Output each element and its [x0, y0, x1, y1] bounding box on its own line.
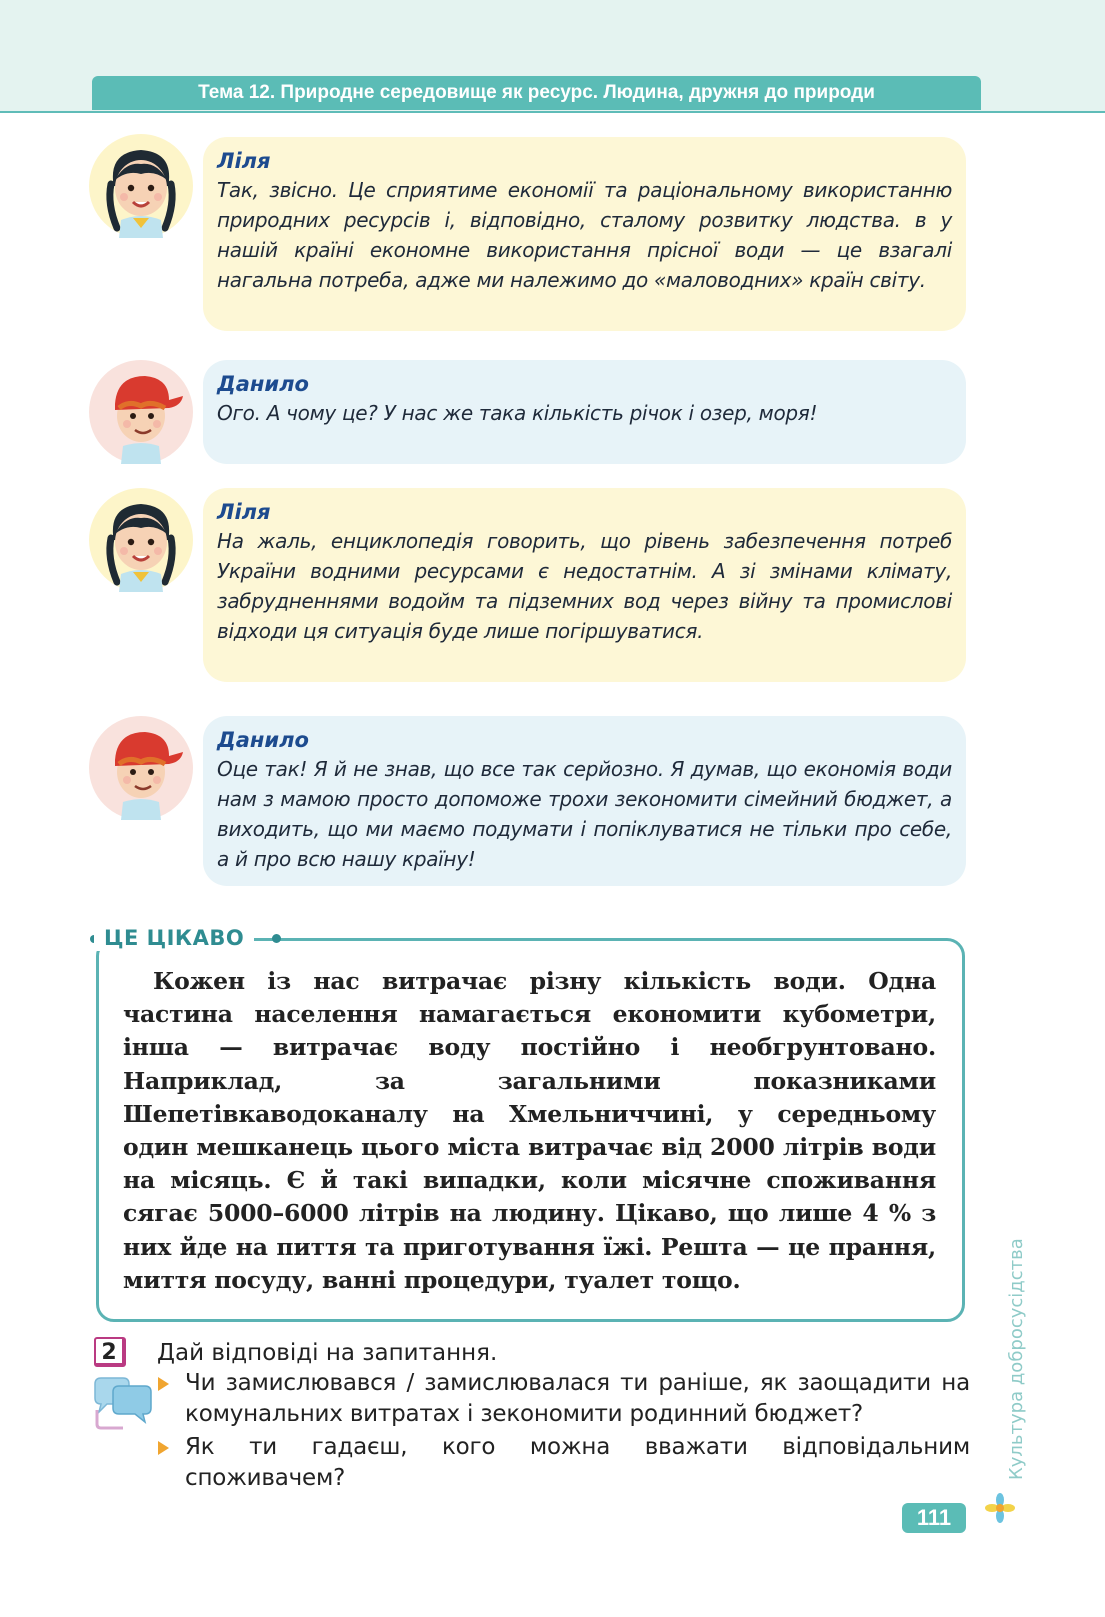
- speech-text: Оце так! Я й не знав, що все так серйозно. Я думав, що економія води нам з мамою просто допоможе трохи зекономити сімейний бюджет, а виходить, що ми маємо подумати і попіклуватися не тільки про себе, а й про всю нашу країну!: [217, 757, 952, 871]
- speaker-name: Ліля: [217, 149, 271, 173]
- speech-text: На жаль, енциклопедія говорить, що рівень забезпечення потреб України водними ресурсами є недостатнім. А зі змінами клімату, забрудненнями водойм та підземних вод через війну та промислові відходи ця ситуація буде лише погіршуватися.: [217, 529, 952, 643]
- fact-label-line-end: [272, 934, 281, 943]
- speech-text: Ого. А чому це? У нас же така кількість річок і озер, моря!: [217, 401, 818, 425]
- fact-box: [96, 938, 965, 1322]
- bullet-arrow-icon: [158, 1441, 169, 1455]
- task-intro: Дай відповіді на запитання.: [157, 1340, 498, 1366]
- page-number: 111: [902, 1503, 966, 1533]
- speech-text: Так, звісно. Це сприятиме економії та раціональному використанню природних ресурсів і, відповідно, сталому розвитку людства. в у нашій країні економне використання прісної води — це взагалі нагальна потреба, адже ми належимо до «маловодних» країн світу.: [217, 178, 952, 292]
- question-item: Як ти гадаєш, кого можна вважати відповідальним споживачем?: [185, 1434, 970, 1491]
- fact-label: ЦЕ ЦІКАВО: [94, 925, 254, 951]
- danylo-speech-bubble: [203, 716, 966, 886]
- lilia-avatar: [89, 488, 193, 592]
- speaker-name: Ліля: [217, 500, 271, 524]
- topic-header: Тема 12. Природне середовище як ресурс. Людина, дружня до природи: [92, 76, 981, 110]
- lilia-speech-bubble: [203, 137, 966, 331]
- question-item: Чи замислювався / замислювалася ти раніше, як заощадити на комунальних витратах і зекономити родинний бюджет?: [185, 1370, 970, 1427]
- lilia-speech-bubble: [203, 488, 966, 682]
- danylo-speech-bubble: [203, 360, 966, 464]
- task-number: 2: [94, 1337, 126, 1367]
- bullet-arrow-icon: [158, 1377, 169, 1391]
- fact-text: Кожен із нас витрачає різну кількість води. Одна частина населення намагається економити кубометри, інша — витрачає воду постійно і необгрунтовано. Наприклад, за загальними показниками Шепетівкаводоканалу на Хмельниччині, у середньому один мешканець цього міста витрачає від 2000 літрів води на місяць. Є й такі випадки, коли місячне споживання сягає 5000–6000 літрів на людину. Цікаво, що лише 4 % з них йде на пиття та приготування їжі. Решта — це прання, миття посуду, ванні процедури, туалет тощо.: [123, 967, 936, 1294]
- speaker-name: Данило: [217, 372, 309, 396]
- speaker-name: Данило: [217, 728, 309, 752]
- danylo-avatar: [89, 716, 193, 820]
- chat-bubbles-icon: [93, 1376, 153, 1430]
- danylo-avatar: [89, 360, 193, 464]
- section-side-caption: Культура добросусідства: [1006, 1238, 1027, 1480]
- flower-icon: [984, 1492, 1016, 1524]
- lilia-avatar: [89, 134, 193, 238]
